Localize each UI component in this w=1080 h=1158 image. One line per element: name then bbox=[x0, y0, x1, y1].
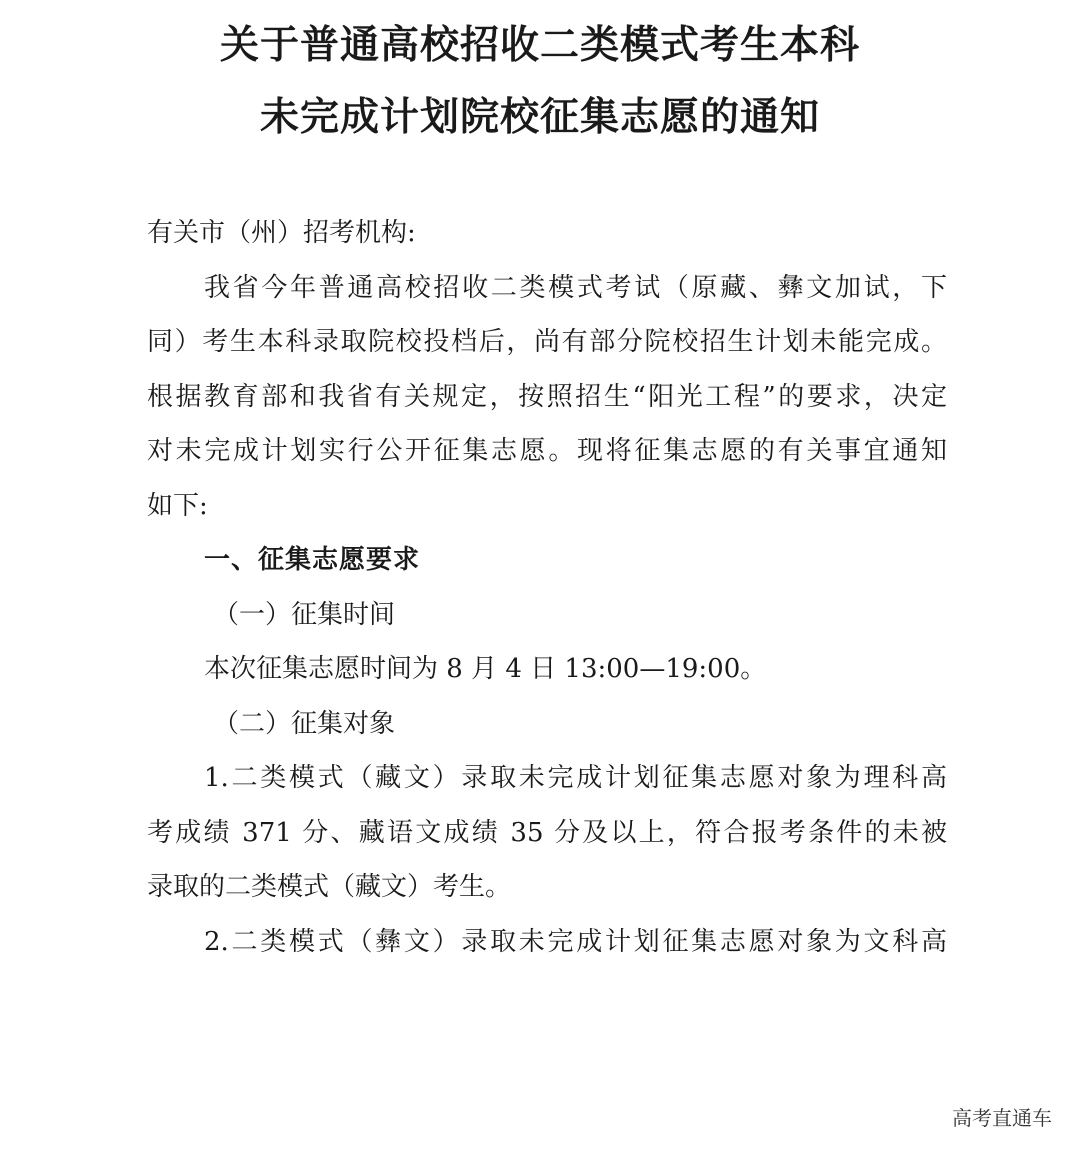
paragraph-line: 考成绩 371 分、藏语文成绩 35 分及以上，符合报考条件的未被 bbox=[147, 817, 947, 848]
watermark: 高考直通车 bbox=[952, 1106, 1052, 1130]
paragraph-line: 根据教育部和我省有关规定，按照招生“阳光工程”的要求，决定 bbox=[147, 381, 947, 412]
subsection-heading-target: （二）征集对象 bbox=[213, 708, 396, 739]
collection-time-text: 本次征集志愿时间为 8 月 4 日 13:00—19:00。 bbox=[204, 654, 767, 684]
paragraph-line: 如下: bbox=[147, 490, 208, 521]
paragraph-line: 同）考生本科录取院校投档后，尚有部分院校招生计划未能完成。 bbox=[147, 327, 947, 357]
salutation: 有关市（州）招考机构: bbox=[147, 218, 416, 248]
document-title-line-1: 关于普通高校招收二类模式考生本科 bbox=[219, 23, 860, 68]
document-body bbox=[147, 206, 947, 969]
intro-paragraph bbox=[147, 261, 947, 534]
paragraph-line: 2.二类模式（彝文）录取未完成计划征集志愿对象为文科高 bbox=[204, 926, 947, 957]
paragraph-line: 我省今年普通高校招收二类模式考试（原藏、彝文加试，下 bbox=[204, 272, 947, 303]
paragraph-line: 1.二类模式（藏文）录取未完成计划征集志愿对象为理科高 bbox=[204, 763, 947, 793]
paragraph-line: 录取的二类模式（藏文）考生。 bbox=[147, 872, 512, 902]
document-title-line-2: 未完成计划院校征集志愿的通知 bbox=[259, 95, 820, 140]
paragraph-line: 对未完成计划实行公开征集志愿。现将征集志愿的有关事宜通知 bbox=[147, 436, 947, 466]
subsection-heading-time: （一）征集时间 bbox=[213, 599, 396, 630]
section-heading: 一、征集志愿要求 bbox=[204, 545, 421, 575]
target-item-2 bbox=[147, 915, 947, 970]
target-item-1 bbox=[147, 751, 947, 915]
